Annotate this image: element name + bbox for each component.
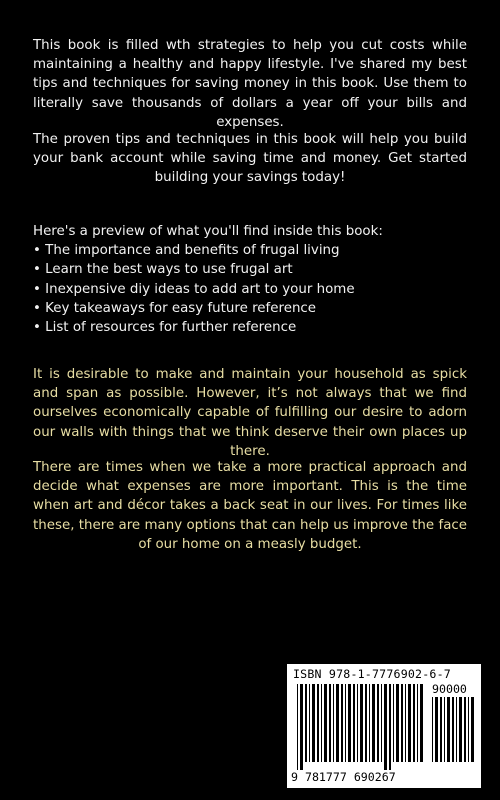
barcode-bar (435, 697, 438, 762)
barcode-bar (341, 684, 343, 762)
barcode-bar (305, 684, 307, 762)
barcode-bar (444, 697, 445, 762)
preview-heading: Here's a preview of what you'll find inside this book: (33, 224, 383, 239)
barcode-bar (348, 684, 351, 762)
preview-list (33, 241, 473, 337)
barcode-bar (447, 697, 450, 762)
intro-paragraph: This book is filled wth strategies to help you cut costs while maintaining a healthy and happy lifestyle. I've shared my best tips and techniques for saving money in this book. Use them to literally save thousands of dollars a year off your bills and expenses. (33, 38, 467, 130)
isbn-barcode (287, 664, 481, 788)
barcode-bar (321, 684, 322, 762)
barcode-bar (324, 684, 327, 762)
benefits-paragraph: The proven tips and techniques in this book will help you build your bank account while saving time and money. Get started building your savings today! (33, 132, 467, 186)
barcode-bar (401, 684, 403, 762)
preview-section (33, 222, 473, 337)
barcode-bar (413, 684, 415, 762)
barcode-digits: 9 781777 690267 (291, 770, 396, 784)
barcode-bar (432, 697, 433, 762)
barcode-bar (353, 684, 355, 762)
barcode-bar (297, 684, 298, 770)
household-paragraph: It is desirable to make and maintain your household as spick and span as possible. However, it’s not always that we find ourselves economically capable of fulfilling our desire to adorn our walls with things that we think deserve their own places up there. (33, 367, 467, 459)
barcode-bar (312, 684, 315, 762)
barcode-bar (384, 684, 387, 770)
barcode-bar (372, 684, 375, 762)
barcode-bar (396, 684, 399, 762)
barcode-bar (317, 684, 319, 762)
barcode-bar (456, 697, 457, 762)
price-code: 90000 (432, 682, 467, 696)
barcode-bar (405, 684, 406, 762)
barcode-bar (464, 697, 466, 762)
barcode-bar (329, 684, 331, 762)
barcode-bar (309, 684, 310, 762)
barcode-bar (420, 684, 423, 762)
list-item: • The importance and benefits of frugal living (33, 243, 340, 259)
barcode-bar (471, 697, 474, 762)
barcode-bar (417, 684, 418, 762)
barcode-bar (365, 684, 367, 762)
barcode-bar (357, 684, 358, 762)
isbn-label: ISBN 978-1-7776902-6-7 (293, 667, 451, 681)
barcode-bars-icon (297, 684, 427, 770)
barcode-bar (369, 684, 370, 762)
list-item: • Key takeaways for easy future reference (33, 300, 317, 316)
barcode-bar (300, 684, 303, 770)
addon-barcode-bars-icon (432, 697, 474, 770)
barcode-bar (377, 684, 379, 762)
list-item: • List of resources for further reference (33, 320, 297, 336)
barcode-bar (452, 697, 454, 762)
list-item: • Learn the best ways to use frugal art (33, 262, 293, 278)
barcode-bar (333, 684, 334, 762)
barcode-bar (345, 684, 346, 762)
barcode-bar (440, 697, 442, 762)
barcode-bar (381, 684, 382, 762)
barcode-bar (468, 697, 469, 762)
barcode-bar (360, 684, 363, 762)
list-item: • Inexpensive diy ideas to add art to your home (33, 281, 355, 297)
budget-paragraph: There are times when we take a more practical approach and decide what expenses are more important. This is the time when art and décor takes a back seat in our lives. For times like these, there are many options that can help us improve the face of our home on a measly budget. (33, 460, 467, 552)
barcode-bar (459, 697, 462, 762)
barcode-bar (336, 684, 339, 762)
barcode-bar (408, 684, 411, 762)
barcode-bar (393, 684, 394, 762)
barcode-bar (389, 684, 391, 770)
